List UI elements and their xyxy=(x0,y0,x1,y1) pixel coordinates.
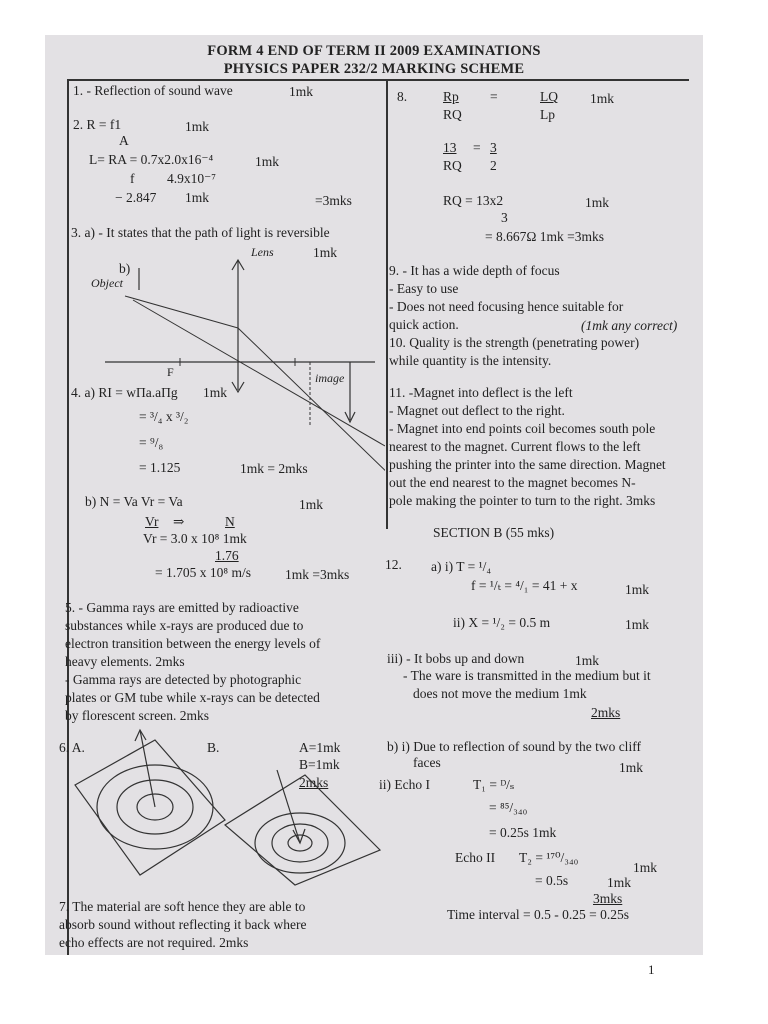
q2-total: =3mks xyxy=(315,193,352,208)
q8-eq3: RQ = 13x2 xyxy=(443,193,504,208)
header-rule xyxy=(67,79,689,81)
q6-label-b: B. xyxy=(207,740,220,755)
q8-eq4: = 8.667Ω 1mk =3mks xyxy=(485,229,605,244)
q8-label: 8. xyxy=(397,89,408,104)
q4-b-result-mark: 1mk =3mks xyxy=(285,567,350,582)
q8-eq1-mark: 1mk xyxy=(590,91,615,106)
q7-line: echo effects are not required. 2mks xyxy=(59,935,249,950)
q12-aii-mark: 1mk xyxy=(625,617,650,632)
q12-aiii-total: 2mks xyxy=(591,705,621,720)
q5-line: 5. - Gamma rays are emitted by radioactive xyxy=(65,600,299,615)
q3-b: b) xyxy=(119,261,131,276)
q6-mark-total: 2mks xyxy=(299,775,329,790)
q8-eq1-l-num: Rp xyxy=(443,89,459,104)
q7-line: 7. The material are soft hence they are able to xyxy=(59,899,306,914)
q12-echo2-label: Echo II xyxy=(455,850,496,865)
q12-bi-2: faces xyxy=(413,755,441,770)
q9-line: - Does not need focusing hence suitable for xyxy=(389,299,624,314)
q4-b-result: = 1.705 x 10⁸ m/s xyxy=(155,565,251,580)
q12-echo2-mark: 1mk xyxy=(633,860,658,875)
q2-formula-mark: 1mk xyxy=(185,119,210,134)
diagram-focal-label: F xyxy=(167,365,174,379)
q5-line: by florescent screen. 2mks xyxy=(65,708,209,723)
q2-result: − 2.847 xyxy=(115,190,157,205)
q4-b-calc: Vr = 3.0 x 10⁸ 1mk xyxy=(143,531,247,546)
q4-step3: = 1.125 xyxy=(139,460,181,475)
q4-b-n: N xyxy=(225,514,235,529)
q11-line: - Magnet into end points coil becomes south pole xyxy=(389,421,656,436)
q4-step2: = ⁹/₈ xyxy=(139,435,164,450)
q2-l-mark: 1mk xyxy=(255,154,280,169)
q12-label: 12. xyxy=(385,557,402,572)
q8-eq2-l-num: 13 xyxy=(443,140,457,155)
q12-bi: b) i) Due to reflection of sound by the two cliff xyxy=(387,739,641,754)
q4-b-den: 1.76 xyxy=(215,548,239,563)
q4-b-mark: 1mk xyxy=(299,497,324,512)
diagram-lens-label: Lens xyxy=(251,245,274,259)
q5-line: - Gamma rays are detected by photographic xyxy=(65,672,302,687)
q4-a: 4. a) RI = wΠa.aΠg xyxy=(71,385,178,400)
q12-aiii-3: does not move the medium 1mk xyxy=(413,686,587,701)
q10-line: while quantity is the intensity. xyxy=(389,353,552,368)
q11-line: out the end nearest to the magnet becomes N- xyxy=(389,475,636,490)
q12-echo2-r-mark: 1mk xyxy=(607,875,632,890)
q12-bii-t1-b: = ⁸⁵/₃₄₀ xyxy=(489,800,528,815)
q12-bii-t1-c: = 0.25s 1mk xyxy=(489,825,557,840)
q12-ai-f: f = ¹/ₜ = ⁴/₁ = 41 + x xyxy=(471,578,578,593)
q4-b-arrow: ⇒ xyxy=(173,514,185,529)
q11-line: - Magnet out deflect to the right. xyxy=(389,403,565,418)
q5-line: electron transition between the energy levels of xyxy=(65,636,321,651)
q1-mark: 1mk xyxy=(289,84,314,99)
q2-result-mark: 1mk xyxy=(185,190,210,205)
q12-echo2-r: = 0.5s xyxy=(535,873,569,888)
column-divider xyxy=(386,79,388,529)
q8-eq1-l-den: RQ xyxy=(443,107,462,122)
q12-ai: a) i) T = ¹/₄ xyxy=(431,559,492,574)
q3-a: 3. a) - It states that the path of light is reversible xyxy=(71,225,330,240)
q8-eq1-r-den: Lp xyxy=(540,107,555,122)
q11-line: pole making the pointer to turn to the right. 3mks xyxy=(389,493,656,508)
q12-time-interval: Time interval = 0.5 - 0.25 = 0.25s xyxy=(447,907,629,922)
q9-note: (1mk any correct) xyxy=(581,318,678,333)
q2-formula: 2. R = f1 xyxy=(73,117,122,132)
q4-a-mark: 1mk xyxy=(203,385,228,400)
header-title: FORM 4 END OF TERM II 2009 EXAMINATIONS xyxy=(207,43,541,59)
q8-eq1-r-num: LQ xyxy=(540,89,558,104)
q12-bii-label: ii) Echo I xyxy=(379,777,430,792)
q1-answer: 1. - Reflection of sound wave xyxy=(73,83,233,98)
q9-line: quick action. xyxy=(389,317,459,332)
q4-step3-mark: 1mk = 2mks xyxy=(240,461,308,476)
q2-l-den: f xyxy=(130,171,135,186)
q9-line: - Easy to use xyxy=(389,281,459,296)
q2-l-line: L= RA = 0.7x2.0x16⁻⁴ xyxy=(89,152,214,167)
q11-line: pushing the printer into the same direction. Magnet xyxy=(389,457,666,472)
q4-b: b) N = Va Vr = Va xyxy=(85,494,183,509)
page-number: 1 xyxy=(648,962,655,977)
q8-eq2-r-den: 2 xyxy=(490,158,497,173)
q8-eq3-den: 3 xyxy=(501,210,508,225)
q5-line: heavy elements. 2mks xyxy=(65,654,185,669)
q9-line: 9. - It has a wide depth of focus xyxy=(389,263,560,278)
magnetic-field-diagrams xyxy=(65,725,385,890)
marking-scheme-page xyxy=(45,35,703,955)
diagram-object-label: Object xyxy=(91,276,123,290)
q4-step1: = ³/₄ x ³/₂ xyxy=(139,409,189,424)
q12-aiii-2: - The ware is transmitted in the medium but it xyxy=(403,668,651,683)
q7-line: absorb sound without reflecting it back where xyxy=(59,917,307,932)
q6-label-a: 6. A. xyxy=(59,740,85,755)
q12-aiii: iii) - It bobs up and down xyxy=(387,651,525,666)
q8-eq2-r-num: 3 xyxy=(490,140,497,155)
ray-diagram xyxy=(85,250,385,480)
q8-eq1-eq: = xyxy=(490,89,498,104)
q12-aii: ii) X = ¹/₂ = 0.5 m xyxy=(453,615,551,630)
q11-line: 11. -Magnet into deflect is the left xyxy=(389,385,573,400)
q4-b-vr: Vr xyxy=(145,514,159,529)
q12-ai-mark: 1mk xyxy=(625,582,650,597)
q12-aiii-mark: 1mk xyxy=(575,653,600,668)
q3-a-mark: 1mk xyxy=(313,245,338,260)
q12-echo2-total: 3mks xyxy=(593,891,623,906)
q12-echo2-t2: T₂ = ¹⁷⁰/₃₄₀ xyxy=(519,850,579,865)
q5-line: substances while x-rays are produced due to xyxy=(65,618,304,633)
q5-line: plates or GM tube while x-rays can be detected xyxy=(65,690,320,705)
q8-eq2-eq: = xyxy=(473,140,481,155)
diagram-image-label: image xyxy=(315,371,345,385)
q6-mark-a: A=1mk xyxy=(299,740,341,755)
q12-bii-t1: T₁ = ᴰ/ₛ xyxy=(473,777,515,792)
q6-mark-b: B=1mk xyxy=(299,757,340,772)
q2-l-den-val: 4.9x10⁻⁷ xyxy=(167,171,216,186)
q10-line: 10. Quality is the strength (penetrating power) xyxy=(389,335,640,350)
header-subtitle: PHYSICS PAPER 232/2 MARKING SCHEME xyxy=(223,61,525,77)
q8-eq2-l-den: RQ xyxy=(443,158,462,173)
q8-eq3-mark: 1mk xyxy=(585,195,610,210)
section-b-heading: SECTION B (55 mks) xyxy=(433,525,555,540)
q2-formula-den: A xyxy=(119,133,129,148)
q11-line: nearest to the magnet. Current flows to the left xyxy=(389,439,641,454)
q12-bi-mark: 1mk xyxy=(619,760,644,775)
